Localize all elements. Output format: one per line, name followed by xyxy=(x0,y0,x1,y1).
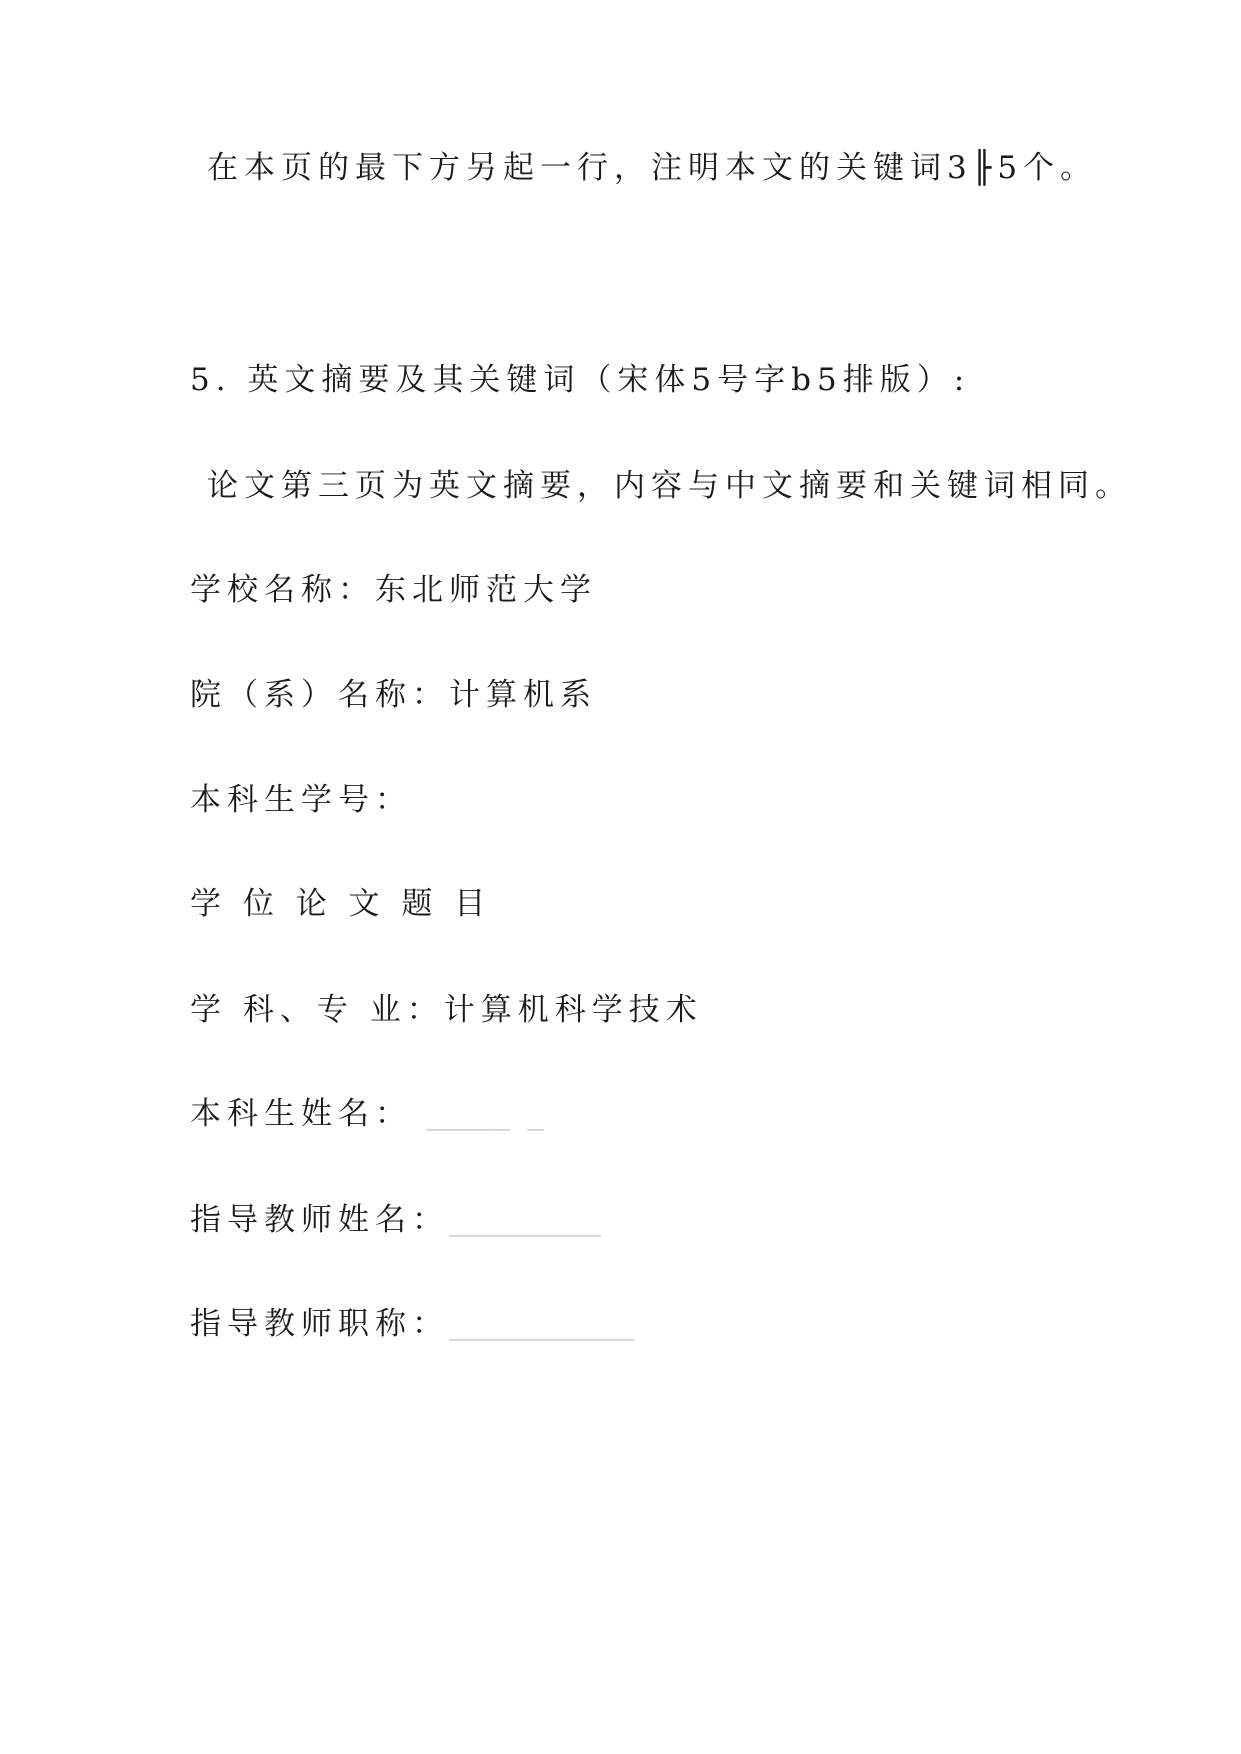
advisor-name-blank: _________ xyxy=(449,1204,601,1237)
student-name-blank: _____ _ xyxy=(426,1098,545,1131)
student-name-row xyxy=(190,1094,544,1135)
department-label: 院（系）名称： xyxy=(190,677,449,713)
advisor-title-row xyxy=(190,1304,634,1345)
department-row xyxy=(190,675,597,715)
student-id-row xyxy=(190,780,412,820)
school-value: 东北师范大学 xyxy=(375,572,597,608)
section-5-body: 论文第三页为英文摘要，内容与中文摘要和关键词相同。 xyxy=(207,468,1132,504)
thesis-title-row xyxy=(190,884,491,924)
student-name-label: 本科生姓名： xyxy=(190,1096,412,1132)
section-5-heading: 5. 英文摘要及其关键词（宋体5号字b5排版）: xyxy=(190,362,971,398)
advisor-name-label: 指导教师姓名： xyxy=(190,1202,449,1238)
keyword-note: 在本页的最下方另起一行，注明本文的关键词3╟5个。 xyxy=(207,150,1098,186)
advisor-title-blank: ___________ xyxy=(449,1308,635,1341)
thesis-title-label: 学 位 论 文 题 目 xyxy=(190,886,492,922)
major-label: 学 科、专 业： xyxy=(190,992,444,1028)
major-value: 计算机科学技术 xyxy=(443,992,703,1028)
advisor-title-label: 指导教师职称： xyxy=(190,1306,449,1342)
student-id-label: 本科生学号： xyxy=(190,782,412,818)
department-value: 计算机系 xyxy=(449,677,597,713)
school-label: 学校名称： xyxy=(190,572,375,608)
school-row xyxy=(190,570,597,610)
major-row xyxy=(190,990,703,1030)
advisor-name-row xyxy=(190,1200,601,1241)
